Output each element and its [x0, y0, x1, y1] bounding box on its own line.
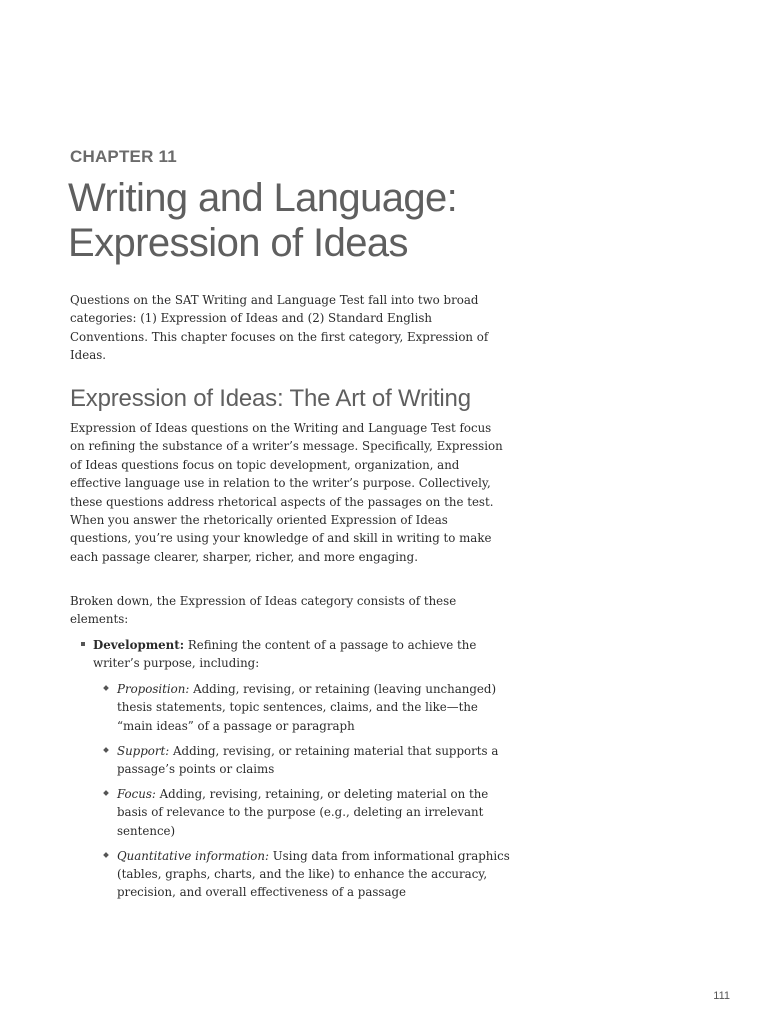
development-text: Refining the content of a passage to achieve the writer’s purpose, including: [93, 638, 477, 671]
focus-text: Adding, revising, retaining, or deleting material on the basis of relevance to the purpose (e.g., deleting an irrelevant sentence) [117, 786, 489, 838]
support-text: Adding, revising, or retaining material that supports a passage’s points or claims [117, 743, 499, 776]
diamond-bullet-icon [103, 747, 109, 753]
quantitative-information-text: Using data from informational graphics (tables, graphs, charts, and the like) to enhance the accuracy, precision, and overall effectiveness of a passage [117, 848, 510, 900]
page-number: 111 [713, 990, 730, 1002]
intro-paragraph: Questions on the SAT Writing and Language Test fall into two broad categories: (1) Expression of Ideas and (2) Standard English Conventions. This chapter focuses on the first category, Expression of Ideas. [70, 293, 489, 363]
list-item-support [93, 742, 510, 779]
diamond-bullet-icon [103, 790, 109, 796]
chapter-title-line-1: Writing and Language: [68, 176, 458, 220]
focus-term: Focus: [117, 786, 156, 801]
section-paragraph: Expression of Ideas questions on the Writing and Language Test focus on refining the substance of a writer’s message. Specifically, Expression of Ideas questions focus on topic development, organization, and effective language use in relation to the writer’s purpose. Collectively, these questions address rhetorical aspects of the passages on the test. When you answer the rhetorically oriented Expression of Ideas questions, you’re using your knowledge of and skill in writing to make each passage clearer, sharper, richer, and more engaging. [70, 421, 503, 564]
support-term: Support: [117, 743, 170, 758]
list-item-focus [93, 785, 510, 840]
development-sublist [93, 680, 510, 902]
chapter-title [68, 176, 457, 266]
quantitative-information-term: Quantitative information: [117, 848, 269, 863]
diamond-bullet-icon [103, 685, 109, 691]
development-term: Development: [93, 638, 185, 652]
list-item-development [70, 636, 510, 902]
diamond-bullet-icon [103, 852, 109, 858]
square-bullet-icon [81, 642, 85, 646]
broken-down-paragraph: Broken down, the Expression of Ideas category consists of these elements: [70, 594, 457, 627]
proposition-term: Proposition: [117, 681, 190, 696]
chapter-title-line-2: Expression of Ideas [68, 221, 408, 265]
list-item-quantitative-information [93, 847, 510, 902]
list-item-proposition [93, 680, 510, 735]
section-heading: Expression of Ideas: The Art of Writing [70, 385, 471, 412]
elements-list [70, 636, 510, 908]
chapter-label: CHAPTER 11 [70, 147, 177, 166]
proposition-text: Adding, revising, or retaining (leaving unchanged) thesis statements, topic sentences, claims, and the like—the “main ideas” of a passage or paragraph [117, 681, 497, 733]
